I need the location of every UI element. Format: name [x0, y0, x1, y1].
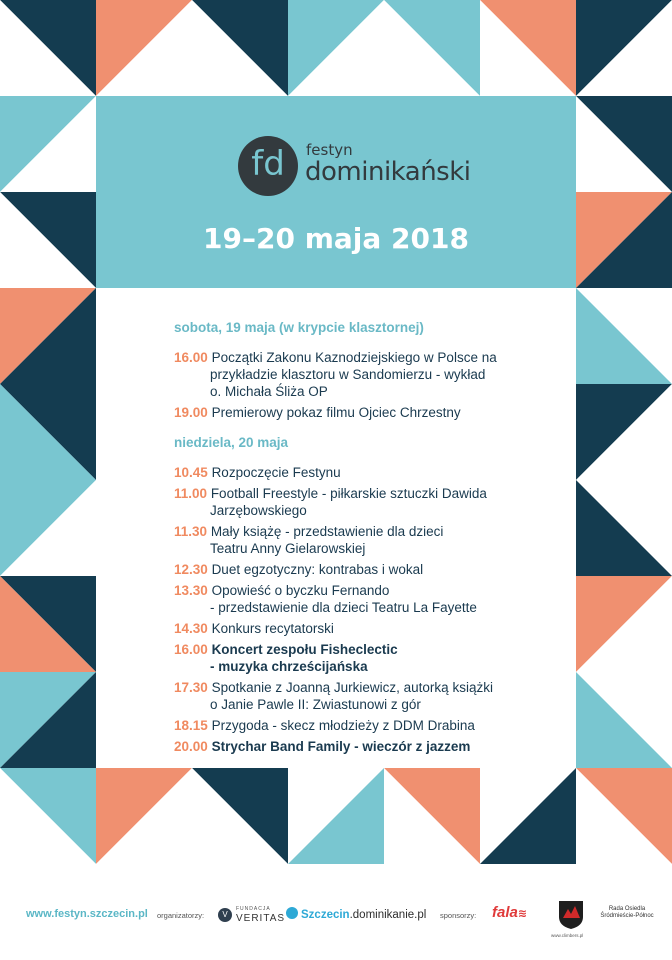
veritas-v-icon: V: [218, 908, 232, 922]
event-time: 13.30: [174, 583, 208, 598]
event-title-line: Strychar Band Family - wieczór z jazzem: [211, 739, 471, 754]
rada-osiedla-logo: [592, 906, 662, 920]
logo-small-text: festyn: [306, 141, 353, 159]
event-title-line: Football Freestyle - piłkarskie sztuczki Dawida: [210, 486, 487, 501]
szczecin-rest: .dominikanie.pl: [349, 909, 427, 921]
event-title-line: Przygoda - skecz młodzieży z DDM Drabina: [211, 718, 475, 733]
event-title-line: - przedstawienie dla dzieci Teatru La Fayette: [210, 600, 477, 615]
schedule-item: [174, 620, 554, 637]
event-time: 16.00: [174, 642, 208, 657]
event-title-line: Opowieść o byczku Fernando: [211, 583, 390, 598]
event-time: 18.15: [174, 718, 208, 733]
event-title-line: - muzyka chrześcijańska: [210, 659, 368, 674]
day-heading: niedziela, 20 maja: [174, 435, 289, 450]
event-time: 19.00: [174, 405, 208, 420]
rada-line1: Rada Osiedla: [608, 906, 646, 912]
event-title-line: o Janie Pawle II: Zwiastunowi z gór: [210, 697, 421, 712]
event-title-line: Początki Zakonu Kaznodziejskiego w Polsce na: [211, 350, 497, 365]
szczecin-dominikanie-logo: [286, 907, 426, 921]
day-heading: sobota, 19 maja (w krypcie klasztornej): [174, 320, 424, 335]
event-title-line: Mały książę - przedstawienie dla dzieci: [210, 524, 444, 539]
sponsors-label: sponsorzy:: [440, 911, 477, 920]
fala-text: fala: [492, 904, 518, 921]
program-schedule: [174, 320, 554, 759]
schedule-item: [174, 561, 554, 578]
shield-logo-icon: [558, 900, 584, 930]
schedule-item: [174, 641, 554, 675]
schedule-item: [174, 349, 554, 400]
szczecin-accent: Szczecin: [301, 909, 350, 921]
person-icon: [286, 907, 298, 919]
event-title-line: Teatru Anny Gielarowskiej: [210, 541, 366, 556]
schedule-item: [174, 485, 554, 519]
event-title-line: Duet egzotyczny: kontrabas i wokal: [211, 562, 424, 577]
event-time: 16.00: [174, 350, 208, 365]
veritas-logo: [218, 904, 286, 930]
schedule-item: [174, 717, 554, 734]
wave-icon: ≋: [517, 908, 528, 920]
event-time: 10.45: [174, 465, 208, 480]
event-title-line: Rozpoczęcie Festynu: [211, 465, 341, 480]
event-title-line: Jarzębowskiego: [210, 503, 307, 518]
event-title-line: Koncert zespołu Fisheclectic: [211, 642, 398, 657]
event-time: 14.30: [174, 621, 208, 636]
event-time: 20.00: [174, 739, 208, 754]
climbers-caption: www.climbers.pl: [551, 933, 584, 938]
event-title-line: przykładzie klasztoru w Sandomierzu - wykład: [210, 367, 486, 382]
event-time: 11.30: [174, 524, 208, 539]
fala-logo: [492, 904, 527, 921]
event-title-line: Premierowy pokaz filmu Ojciec Chrzestny: [211, 405, 461, 420]
event-dates: 19–20 maja 2018: [203, 222, 469, 255]
festyn-logo: [238, 136, 471, 196]
schedule-item: [174, 404, 554, 421]
schedule-item: [174, 582, 554, 616]
schedule-item: [174, 464, 554, 481]
organizers-label: organizatorzy:: [157, 911, 205, 920]
schedule-item: [174, 679, 554, 713]
event-title-line: Konkurs recytatorski: [211, 621, 334, 636]
logo-big-text: dominikański: [305, 157, 471, 187]
event-time: 11.00: [174, 486, 208, 501]
schedule-item: [174, 738, 554, 755]
veritas-big-text: VERITAS: [236, 913, 286, 924]
event-time: 12.30: [174, 562, 208, 577]
website-link[interactable]: www.festyn.szczecin.pl: [26, 908, 148, 920]
event-title-line: o. Michała Śliża OP: [210, 384, 328, 399]
event-title-line: Spotkanie z Joanną Jurkiewicz, autorką książki: [211, 680, 493, 695]
veritas-small-text: FUNDACJA: [236, 906, 271, 912]
header-panel: [96, 96, 576, 288]
logo-mark: fd: [238, 136, 298, 196]
footer: [0, 878, 672, 960]
rada-line2: Śródmieście-Północ: [600, 913, 654, 919]
schedule-item: [174, 523, 554, 557]
event-time: 17.30: [174, 680, 208, 695]
